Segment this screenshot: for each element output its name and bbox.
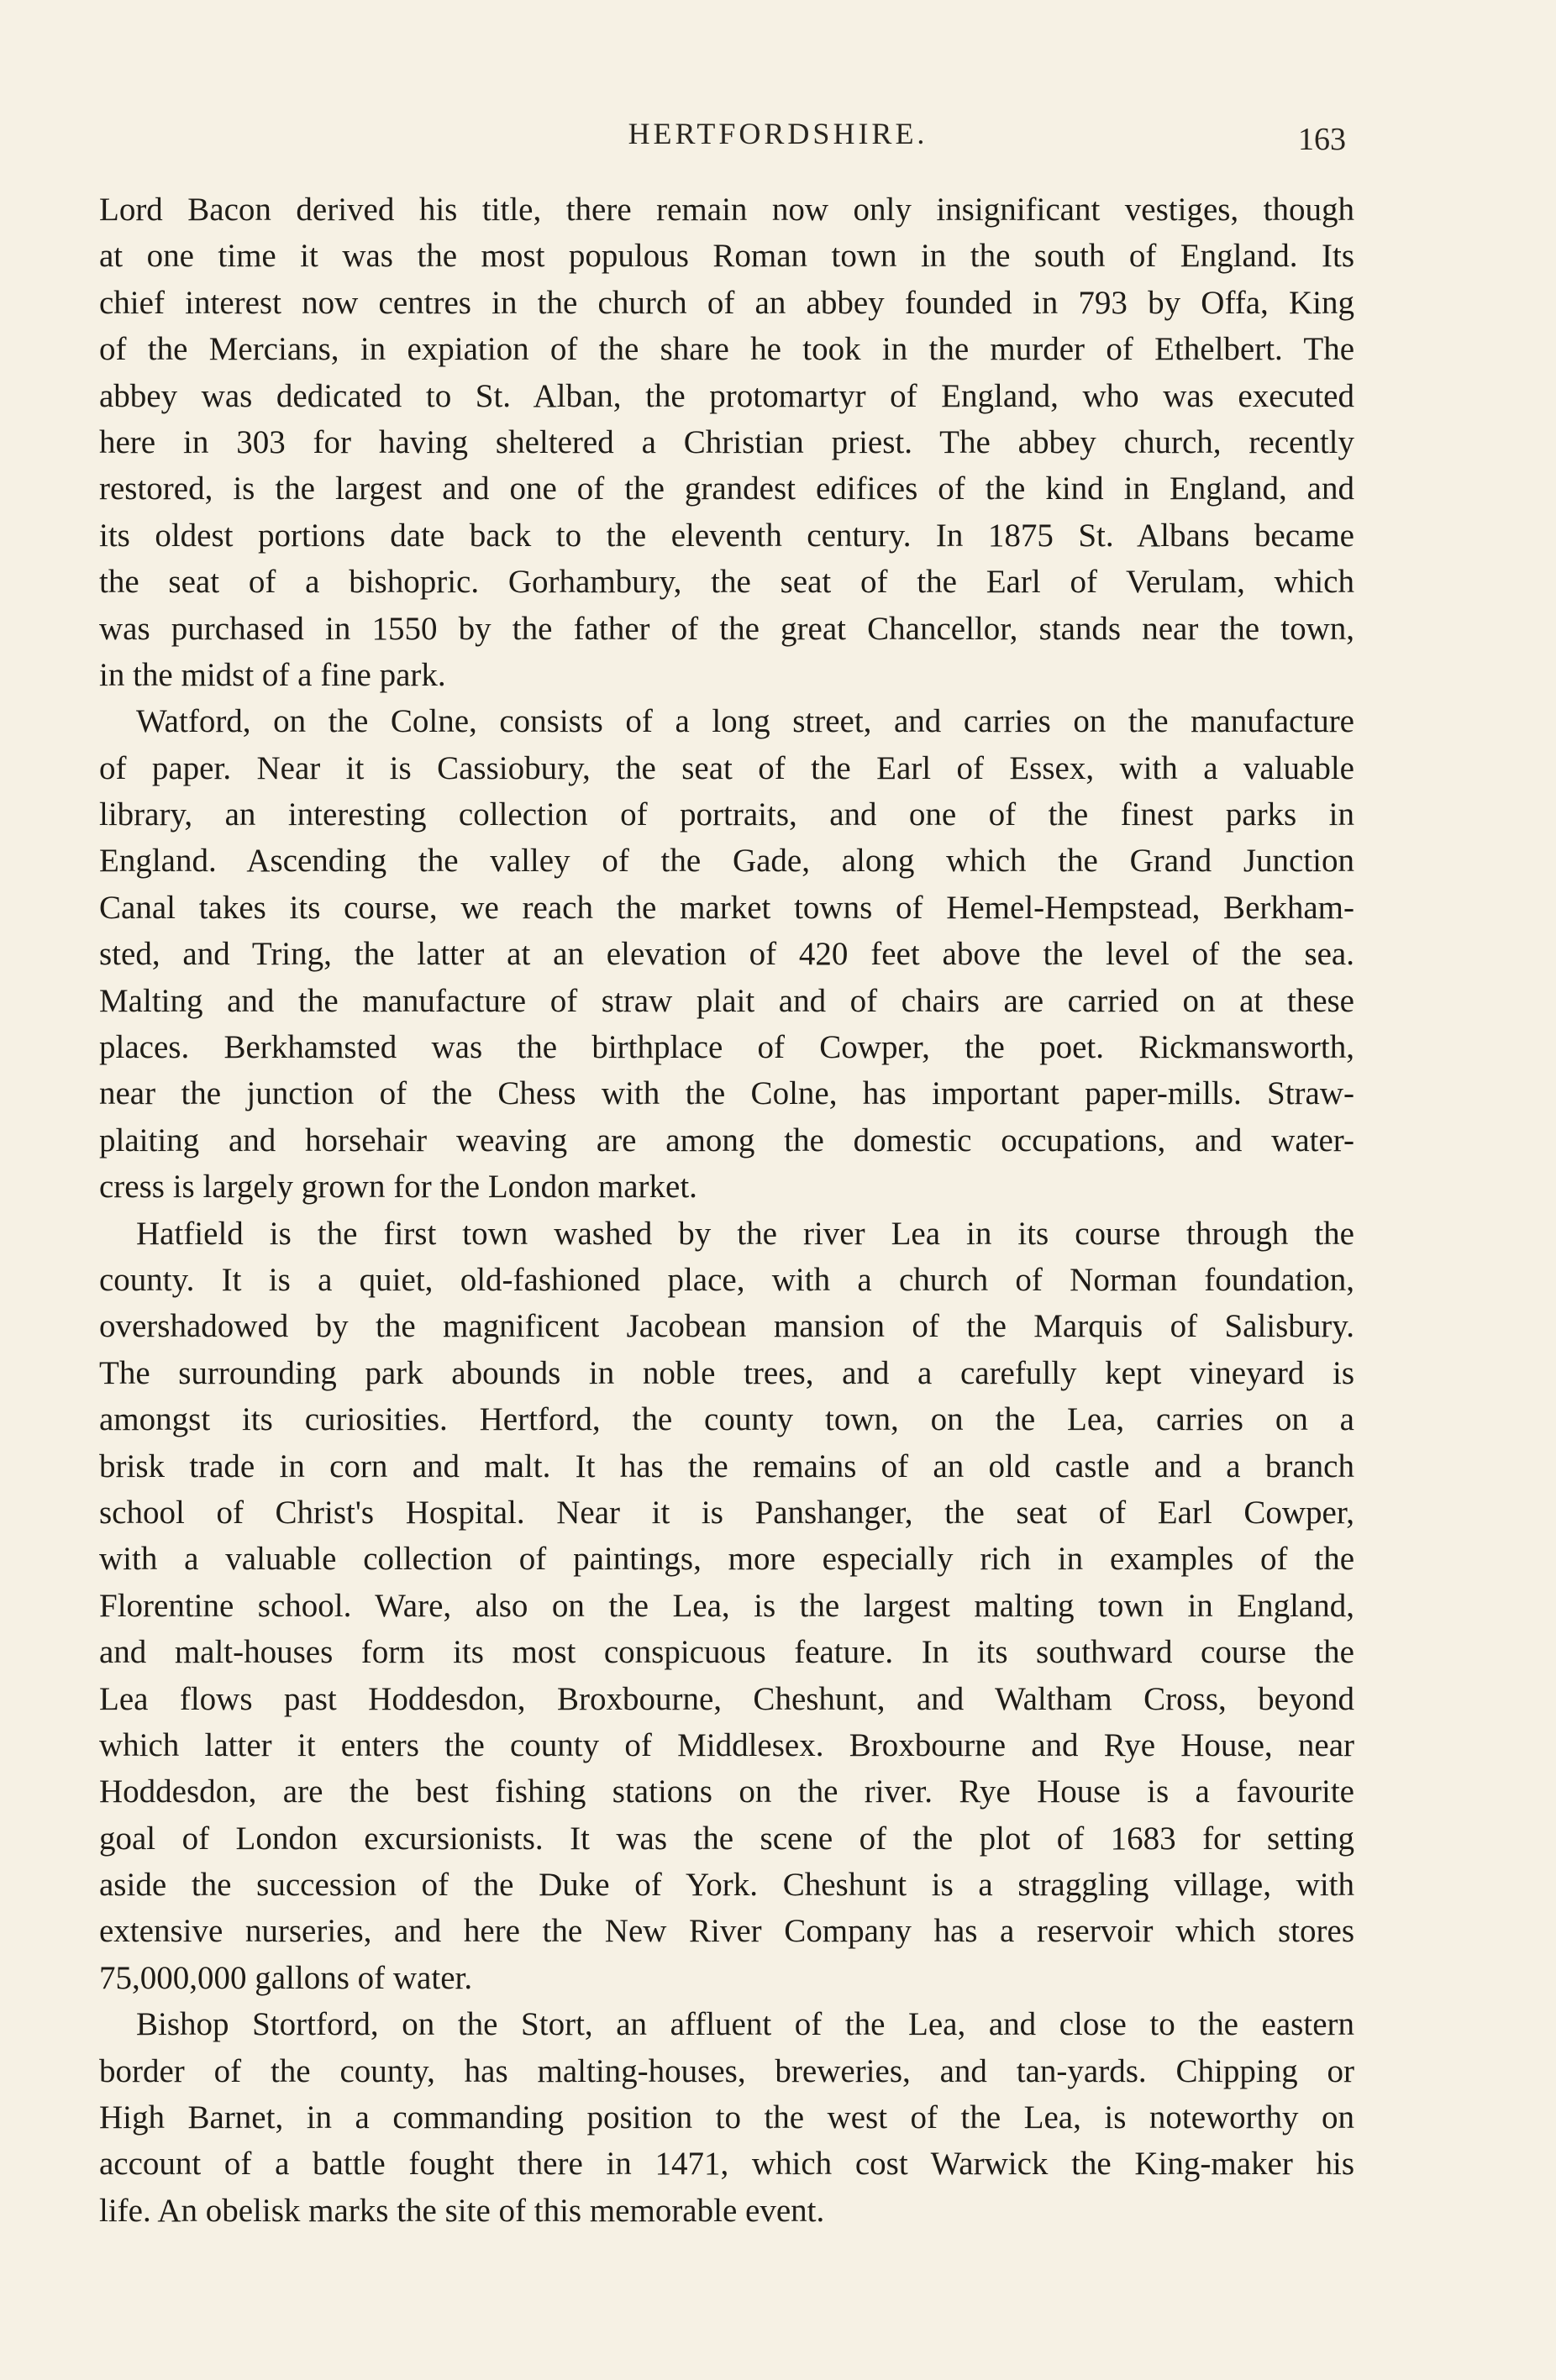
text-line: Florentine school. Ware, also on the Lea, is the largest malting town in England,	[99, 1587, 1354, 1624]
running-title: HERTFORDSHIRE.	[628, 117, 928, 150]
text-line: Hoddesdon, are the best fishing stations on the river. Rye House is a favourite	[99, 1773, 1354, 1810]
text-line: at one time it was the most populous Roman town in the south of England. Its	[99, 238, 1354, 275]
text-line: cress is largely grown for the London market.	[99, 1169, 697, 1206]
text-line: 75,000,000 gallons of water.	[99, 1959, 473, 1996]
text-line: of the Mercians, in expiation of the share he took in the murder of Ethelbert. The	[99, 331, 1354, 368]
text-line: England. Ascending the valley of the Gade, along which the Grand Junction	[99, 843, 1354, 880]
text-line: account of a battle fought there in 1471, which cost Warwick the King-maker his	[99, 2146, 1354, 2183]
text-line: its oldest portions date back to the eleventh century. In 1875 St. Albans became	[99, 517, 1354, 554]
text-line: near the junction of the Chess with the Colne, has important paper-mills. Straw-	[99, 1075, 1354, 1112]
text-line: here in 303 for having sheltered a Christian priest. The abbey church, recently	[99, 423, 1354, 460]
body-text	[99, 187, 1354, 2234]
text-line: with a valuable collection of paintings, more especially rich in examples of the	[99, 1541, 1354, 1578]
text-line: Malting and the manufacture of straw plait and of chairs are carried on at these	[99, 982, 1354, 1019]
text-line: the seat of a bishopric. Gorhambury, the seat of the Earl of Verulam, which	[99, 564, 1354, 601]
text-line: chief interest now centres in the church of an abbey founded in 793 by Offa, King	[99, 284, 1354, 321]
text-line: life. An obelisk marks the site of this memorable event.	[99, 2192, 825, 2229]
paragraph-hatfield	[99, 1211, 1354, 2002]
text-line: aside the succession of the Duke of York. Cheshunt is a straggling village, with	[99, 1867, 1354, 1904]
text-line: library, an interesting collection of portraits, and one of the finest parks in	[99, 796, 1354, 833]
text-line: amongst its curiosities. Hertford, the county town, on the Lea, carries on a	[99, 1401, 1354, 1438]
text-line: county. It is a quiet, old-fashioned place, with a church of Norman foundation,	[99, 1261, 1354, 1298]
page-number: 163	[1298, 122, 1346, 157]
text-line: plaiting and horsehair weaving are among the domestic occupations, and water-	[99, 1122, 1354, 1158]
text-line: High Barnet, in a commanding position to the west of the Lea, is noteworthy on	[99, 2099, 1354, 2136]
text-line: The surrounding park abounds in noble trees, and a carefully kept vineyard is	[99, 1354, 1354, 1391]
text-line: and malt-houses form its most conspicuous feature. In its southward course the	[99, 1634, 1354, 1671]
text-line: which latter it enters the county of Middlesex. Broxbourne and Rye House, near	[99, 1726, 1354, 1763]
text-line: Lord Bacon derived his title, there remain now only insignificant vestiges, though	[99, 192, 1354, 228]
text-line: in the midst of a fine park.	[99, 656, 446, 693]
text-line: was purchased in 1550 by the father of the great Chancellor, stands near the town,	[99, 610, 1354, 647]
text-line: of paper. Near it is Cassiobury, the seat of the Earl of Essex, with a valuable	[99, 749, 1354, 786]
text-line: border of the county, has malting-houses, breweries, and tan-yards. Chipping or	[99, 2052, 1354, 2089]
text-line: Watford, on the Colne, consists of a long street, and carries on the manufacture	[136, 703, 1354, 740]
text-line: abbey was dedicated to St. Alban, the protomartyr of England, who was executed	[99, 377, 1354, 414]
text-line: extensive nurseries, and here the New River Company has a reservoir which stores	[99, 1913, 1354, 1950]
text-line: restored, is the largest and one of the grandest edifices of the kind in England, and	[99, 470, 1354, 507]
running-head	[0, 116, 1556, 166]
text-line: Canal takes its course, we reach the market towns of Hemel-Hempstead, Berkham-	[99, 889, 1354, 926]
text-line: goal of London excursionists. It was the scene of the plot of 1683 for setting	[99, 1820, 1354, 1857]
text-line: Bishop Stortford, on the Stort, an affluent of the Lea, and close to the eastern	[136, 2006, 1354, 2043]
text-line: Hatfield is the first town washed by the river Lea in its course through the	[136, 1215, 1354, 1252]
text-line: Lea flows past Hoddesdon, Broxbourne, Cheshunt, and Waltham Cross, beyond	[99, 1680, 1354, 1717]
text-line: overshadowed by the magnificent Jacobean mansion of the Marquis of Salisbury.	[99, 1308, 1354, 1345]
paragraph-watford	[99, 698, 1354, 1210]
text-line: sted, and Tring, the latter at an elevation of 420 feet above the level of the sea.	[99, 936, 1354, 973]
text-line: school of Christ's Hospital. Near it is Panshanger, the seat of Earl Cowper,	[99, 1494, 1354, 1531]
text-line: places. Berkhamsted was the birthplace of Cowper, the poet. Rickmansworth,	[99, 1029, 1354, 1066]
text-line: brisk trade in corn and malt. It has the remains of an old castle and a branch	[99, 1447, 1354, 1484]
paragraph-st-albans	[99, 187, 1354, 698]
paragraph-bishop-stortford	[99, 2001, 1354, 2234]
